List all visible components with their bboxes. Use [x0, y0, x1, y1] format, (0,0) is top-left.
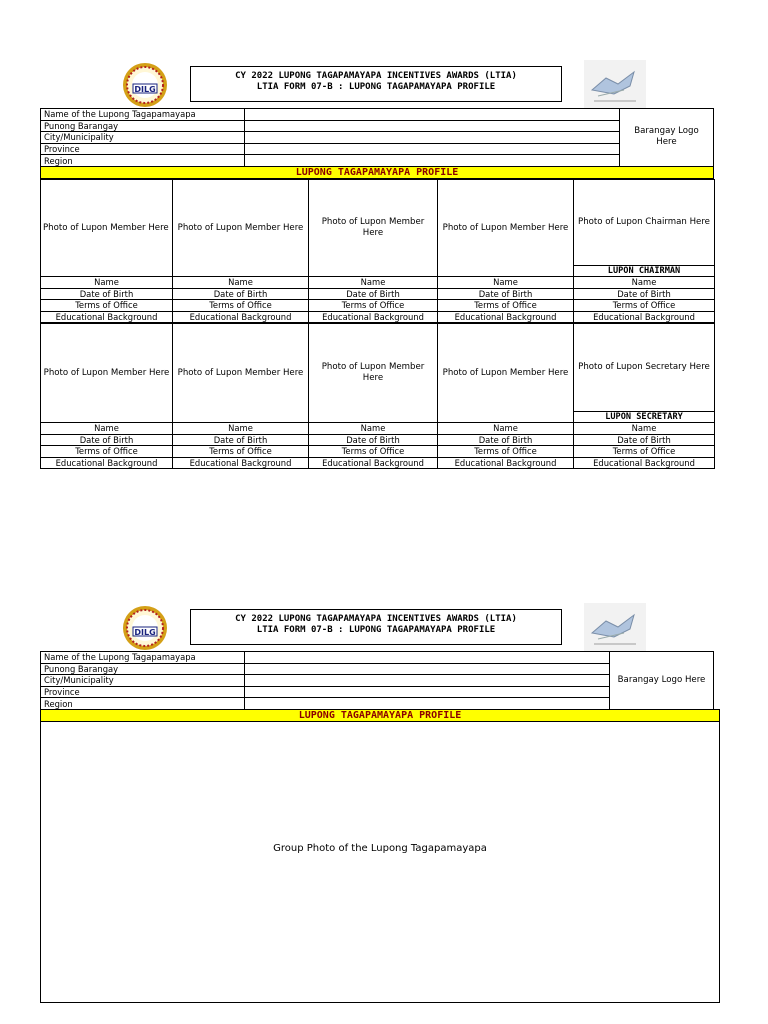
info-value-punong[interactable] [245, 663, 610, 675]
member-grid-1 [40, 179, 715, 323]
info-value-province[interactable] [245, 686, 610, 698]
field-dob: Date of Birth [41, 288, 173, 300]
info-label-name: Name of the Lupong Tagapamayapa [41, 652, 245, 664]
info-value-province[interactable] [245, 143, 620, 155]
member-photo: Photo of Lupon Member Here [438, 180, 574, 277]
field-name: Name [438, 277, 574, 289]
field-terms: Terms of Office [173, 446, 309, 458]
info-label-punong: Punong Barangay [41, 120, 245, 132]
field-edu: Educational Background [309, 457, 438, 469]
field-edu: Educational Background [574, 311, 715, 323]
member-photo: Photo of Lupon Member Here [309, 180, 438, 277]
secretary-photo: Photo of Lupon Secretary Here [574, 324, 715, 412]
field-dob: Date of Birth [309, 288, 438, 300]
barangay-logo-placeholder: Barangay Logo Here [610, 652, 714, 710]
field-dob: Date of Birth [438, 434, 574, 446]
dilg-logo-text: DILG [134, 628, 156, 637]
field-edu: Educational Background [574, 457, 715, 469]
secretary-label: LUPON SECRETARY [574, 412, 715, 423]
form-title [190, 66, 562, 102]
info-label-province: Province [41, 143, 245, 155]
member-photo: Photo of Lupon Member Here [173, 324, 309, 423]
dilg-logo [120, 605, 170, 651]
member-grid-2 [40, 323, 715, 469]
member-photo: Photo of Lupon Member Here [41, 324, 173, 423]
field-terms: Terms of Office [438, 300, 574, 312]
member-photo: Photo of Lupon Member Here [309, 324, 438, 423]
field-dob: Date of Birth [574, 288, 715, 300]
field-edu: Educational Background [438, 457, 574, 469]
field-name: Name [173, 277, 309, 289]
field-edu: Educational Background [41, 311, 173, 323]
info-value-punong[interactable] [245, 120, 620, 132]
field-name: Name [309, 423, 438, 435]
field-terms: Terms of Office [41, 446, 173, 458]
title-line-1: CY 2022 LUPONG TAGAPAMAYAPA INCENTIVES AWARDS (LTIA) [235, 71, 517, 81]
barangay-logo-placeholder: Barangay Logo Here [620, 109, 714, 167]
info-label-punong: Punong Barangay [41, 663, 245, 675]
member-photo: Photo of Lupon Member Here [41, 180, 173, 277]
field-edu: Educational Background [173, 457, 309, 469]
field-name: Name [574, 277, 715, 289]
field-edu: Educational Background [173, 311, 309, 323]
lupon-logo [584, 603, 646, 651]
info-label-province: Province [41, 686, 245, 698]
dilg-logo-text: DILG [134, 85, 156, 94]
info-value-city[interactable] [245, 675, 610, 687]
group-photo-label: Group Photo of the Lupong Tagapamayapa [273, 843, 487, 854]
title-line-2: LTIA FORM 07-B : LUPONG TAGAPAMAYAPA PROFILE [256, 625, 496, 635]
field-dob: Date of Birth [173, 434, 309, 446]
info-value-region[interactable] [245, 155, 620, 167]
field-name: Name [574, 423, 715, 435]
field-terms: Terms of Office [574, 300, 715, 312]
chairman-label: LUPON CHAIRMAN [574, 266, 715, 277]
info-table [40, 651, 714, 710]
field-edu: Educational Background [41, 457, 173, 469]
dilg-logo [120, 62, 170, 108]
title-line-1: CY 2022 LUPONG TAGAPAMAYAPA INCENTIVES AWARDS (LTIA) [235, 614, 517, 624]
field-dob: Date of Birth [438, 288, 574, 300]
section-title: LUPONG TAGAPAMAYAPA PROFILE [40, 709, 720, 722]
field-terms: Terms of Office [309, 300, 438, 312]
info-value-name[interactable] [245, 652, 610, 664]
form-page-2 [0, 543, 768, 1013]
info-label-region: Region [41, 698, 245, 710]
field-name: Name [41, 423, 173, 435]
field-terms: Terms of Office [438, 446, 574, 458]
info-value-city[interactable] [245, 132, 620, 144]
field-terms: Terms of Office [574, 446, 715, 458]
title-line-2: LTIA FORM 07-B : LUPONG TAGAPAMAYAPA PROFILE [256, 82, 496, 92]
info-label-city: City/Municipality [41, 132, 245, 144]
field-edu: Educational Background [438, 311, 574, 323]
field-name: Name [41, 277, 173, 289]
section-title: LUPONG TAGAPAMAYAPA PROFILE [40, 166, 714, 179]
field-terms: Terms of Office [173, 300, 309, 312]
field-dob: Date of Birth [574, 434, 715, 446]
member-photo: Photo of Lupon Member Here [438, 324, 574, 423]
member-photo: Photo of Lupon Member Here [173, 180, 309, 277]
form-title [190, 609, 562, 645]
info-label-city: City/Municipality [41, 675, 245, 687]
field-name: Name [173, 423, 309, 435]
lupon-logo [584, 60, 646, 108]
field-edu: Educational Background [309, 311, 438, 323]
chairman-photo: Photo of Lupon Chairman Here [574, 180, 715, 266]
field-name: Name [309, 277, 438, 289]
field-terms: Terms of Office [309, 446, 438, 458]
field-terms: Terms of Office [41, 300, 173, 312]
info-value-name[interactable] [245, 109, 620, 121]
info-value-region[interactable] [245, 698, 610, 710]
info-table [40, 108, 714, 167]
info-label-name: Name of the Lupong Tagapamayapa [41, 109, 245, 121]
group-photo-placeholder [40, 721, 720, 1003]
field-dob: Date of Birth [173, 288, 309, 300]
field-dob: Date of Birth [41, 434, 173, 446]
info-label-region: Region [41, 155, 245, 167]
field-dob: Date of Birth [309, 434, 438, 446]
field-name: Name [438, 423, 574, 435]
